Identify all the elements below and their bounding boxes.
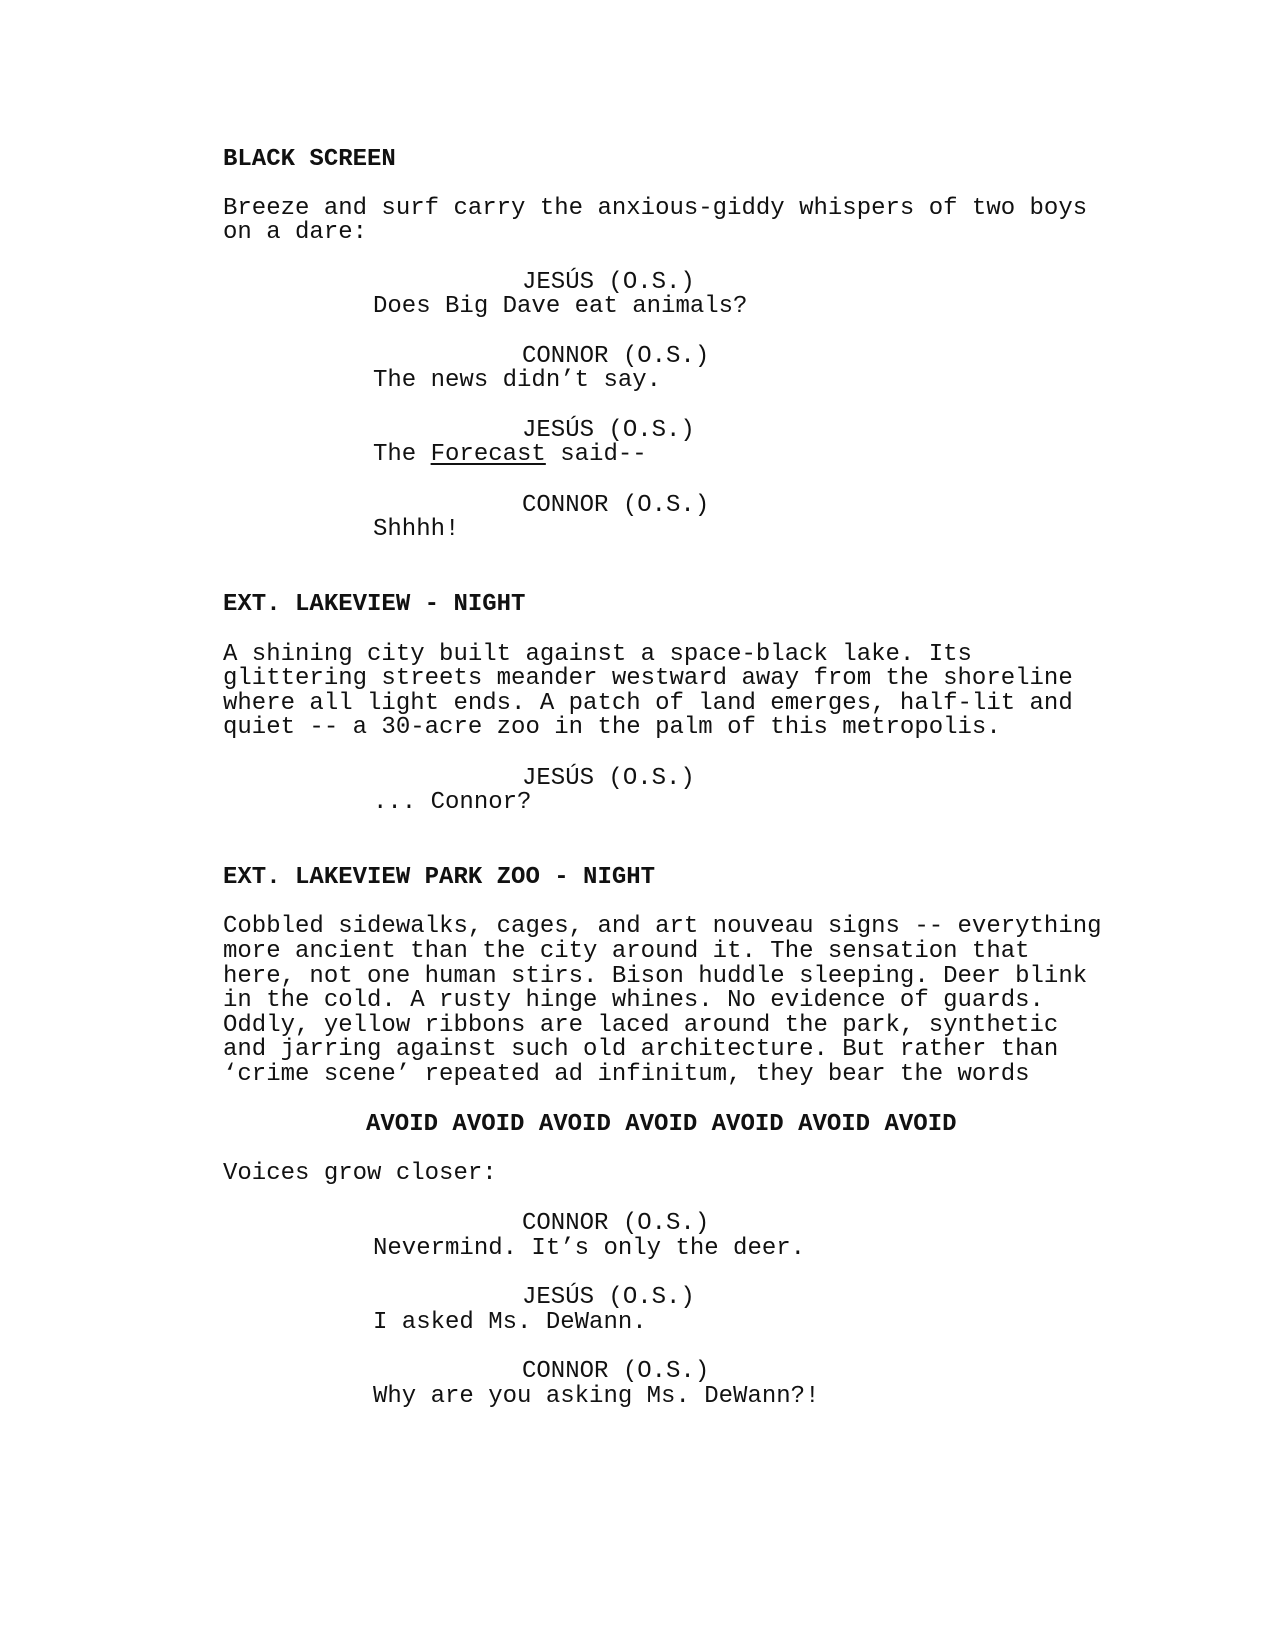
dialogue-line: Why are you asking Ms. DeWann?! — [373, 1383, 820, 1410]
action-line: Voices grow closer: — [223, 1160, 497, 1187]
action-line: on a dare: — [223, 219, 368, 246]
scene-heading: BLACK SCREEN — [223, 146, 396, 173]
underlined-word: Forecast — [430, 441, 546, 468]
dialogue-line: Shhhh! — [373, 516, 460, 543]
action-line: Cobbled sidewalks, cages, and art nouveau signs -- everything — [223, 913, 1102, 940]
action-line: glittering streets meander westward away from the shoreline — [223, 665, 1073, 692]
character-cue: CONNOR (O.S.) — [522, 492, 710, 519]
dialogue-line: The news didn’t say. — [373, 367, 662, 394]
dialogue-line: Nevermind. It’s only the deer. — [373, 1235, 806, 1262]
action-line: here, not one human stirs. Bison huddle sleeping. Deer blink — [223, 963, 1088, 990]
action-line: more ancient than the city around it. The sensation that — [223, 938, 1030, 965]
dialogue-line: Does Big Dave eat animals? — [373, 293, 748, 320]
dialogue-line: I asked Ms. DeWann. — [373, 1309, 647, 1336]
action-line: A shining city built against a space-black lake. Its — [223, 641, 972, 668]
character-cue: CONNOR (O.S.) — [522, 1210, 710, 1237]
action-line: and jarring against such old architecture. But rather than — [223, 1036, 1059, 1063]
character-cue: CONNOR (O.S.) — [522, 1358, 710, 1385]
character-cue: JESÚS (O.S.) — [522, 1284, 695, 1311]
character-cue: JESÚS (O.S.) — [522, 417, 695, 444]
dialogue-text: said-- — [545, 441, 647, 468]
character-cue: CONNOR (O.S.) — [522, 343, 710, 370]
action-line: in the cold. A rusty hinge whines. No evidence of guards. — [223, 987, 1044, 1014]
action-line: Breeze and surf carry the anxious-giddy whispers of two boys — [223, 195, 1088, 222]
character-cue: JESÚS (O.S.) — [522, 269, 695, 296]
ribbon-text: AVOID AVOID AVOID AVOID AVOID AVOID AVOID — [366, 1111, 957, 1138]
dialogue-line — [373, 442, 647, 467]
scene-heading: EXT. LAKEVIEW PARK ZOO - NIGHT — [223, 864, 656, 891]
dialogue-text: The — [373, 441, 431, 468]
action-line: quiet -- a 30-acre zoo in the palm of this metropolis. — [223, 714, 1001, 741]
dialogue-line: ... Connor? — [373, 789, 532, 816]
action-line: Oddly, yellow ribbons are laced around the park, synthetic — [223, 1012, 1059, 1039]
scene-heading: EXT. LAKEVIEW - NIGHT — [223, 591, 526, 618]
character-cue: JESÚS (O.S.) — [522, 765, 695, 792]
action-line: where all light ends. A patch of land emerges, half-lit and — [223, 690, 1073, 717]
action-line: ‘crime scene’ repeated ad infinitum, they bear the words — [223, 1061, 1030, 1088]
